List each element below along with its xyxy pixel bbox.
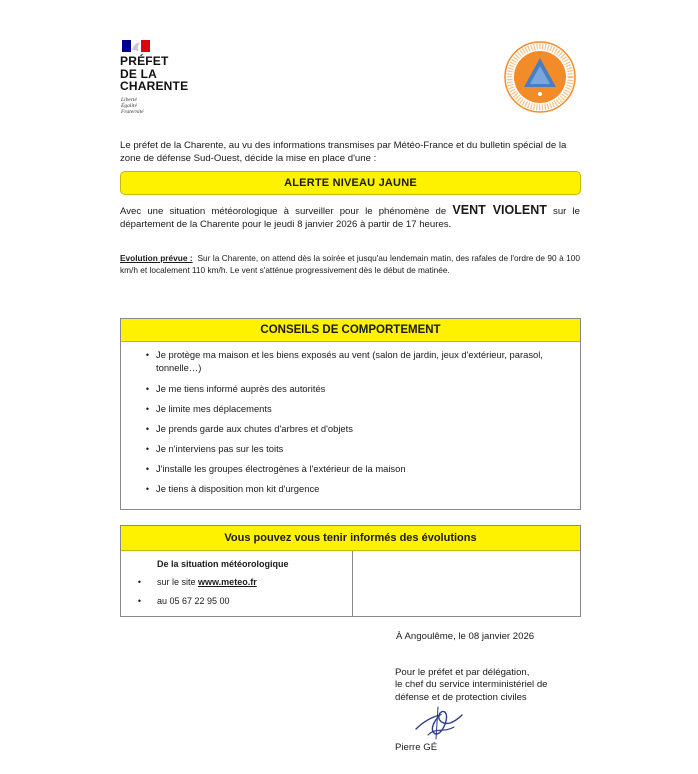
- prefet-title: [120, 55, 188, 93]
- motto-fraternite: Fraternité: [121, 109, 144, 115]
- advice-text: Je me tiens informé auprès des autorités: [156, 383, 326, 394]
- signature-line-2: le chef du service interministériel de: [395, 679, 548, 691]
- signature-line-1: Pour le préfet et par délégation,: [395, 667, 530, 678]
- information-panel: [120, 525, 581, 617]
- motto-egalite: Égalité: [121, 103, 137, 109]
- marianne-flag-logo: [122, 40, 150, 52]
- situation-prefix: Avec une situation météorologique à surveiller pour le phénomène de: [120, 206, 453, 217]
- bullet-icon: •: [145, 384, 149, 394]
- handwritten-signature: [410, 703, 468, 741]
- signature-block: [395, 667, 548, 704]
- bullet-icon: •: [137, 596, 141, 606]
- column-divider: [352, 551, 353, 616]
- information-title: Vous pouvez vous tenir informés des évolutions: [224, 532, 477, 544]
- information-header: [121, 526, 580, 551]
- bullet-icon: •: [137, 577, 141, 587]
- signature-line-3: défense et de protection civiles: [395, 691, 527, 703]
- meteo-website-link[interactable]: www.meteo.fr: [198, 577, 257, 587]
- alert-level-banner: [120, 171, 581, 195]
- advice-text: J'installe les groupes électrogènes à l'extérieur de la maison: [156, 463, 406, 474]
- republic-motto: [121, 97, 144, 115]
- prefet-line-3: CHARENTE: [120, 79, 189, 93]
- evolution-paragraph: [120, 253, 580, 276]
- advice-text: Je protège ma maison et les biens exposés au vent (salon de jardin, jeux d'extérieur, parasol, tonnelle…): [156, 349, 543, 373]
- website-prefix: sur le site: [157, 577, 199, 587]
- conseils-panel: [120, 318, 581, 510]
- phenomenon-label: VENT VIOLENT: [452, 203, 547, 217]
- signer-name: Pierre GÉ: [395, 742, 438, 753]
- sidpc-seal-logo: [504, 41, 576, 113]
- situation-paragraph: [120, 204, 580, 231]
- bullet-icon: •: [145, 464, 149, 474]
- alert-title: ALERTE NIVEAU JAUNE: [284, 177, 417, 189]
- evolution-text: Sur la Charente, on attend dès la soirée et jusqu'au lendemain matin, des rafales de l'ordre de 90 à 100 km/h et localement 110 km/h. Le vent s'atténue progressivement dès le début de matinée.: [120, 253, 580, 275]
- bullet-icon: •: [145, 350, 149, 360]
- website-text: [157, 576, 257, 588]
- bullet-icon: •: [145, 444, 149, 454]
- information-subtitle: De la situation météorologique: [157, 559, 289, 569]
- conseils-header: [121, 319, 580, 342]
- advice-text: Je prends garde aux chutes d'arbres et d'objets: [156, 423, 353, 434]
- advice-text: Je limite mes déplacements: [156, 403, 272, 414]
- phone-number: au 05 67 22 95 00: [157, 596, 230, 606]
- prefet-line-1: PRÉFET: [120, 54, 169, 68]
- bullet-icon: •: [145, 424, 149, 434]
- advice-item: [121, 349, 561, 375]
- place-date: À Angoulême, le 08 janvier 2026: [396, 631, 535, 642]
- motto-liberte: Liberté: [121, 97, 137, 103]
- prefet-line-2: DE LA: [120, 66, 157, 81]
- bullet-icon: •: [145, 484, 149, 494]
- situation-suffix: sur le département de la Charente pour le jeudi 8 janvier 2026 à partir de 17 heures.: [120, 206, 581, 230]
- advice-text: Je tiens à disposition mon kit d'urgence: [156, 483, 320, 494]
- intro-text: Le préfet de la Charente, au vu des informations transmises par Météo-France et du bulletin spécial de la zone de défense Sud-Ouest, décide la mise en place d'une :: [120, 140, 567, 164]
- conseils-title: CONSEILS DE COMPORTEMENT: [260, 324, 441, 336]
- bullet-icon: •: [145, 404, 149, 414]
- evolution-label: Evolution prévue :: [120, 253, 193, 263]
- advice-text: Je n'interviens pas sur les toits: [156, 443, 284, 454]
